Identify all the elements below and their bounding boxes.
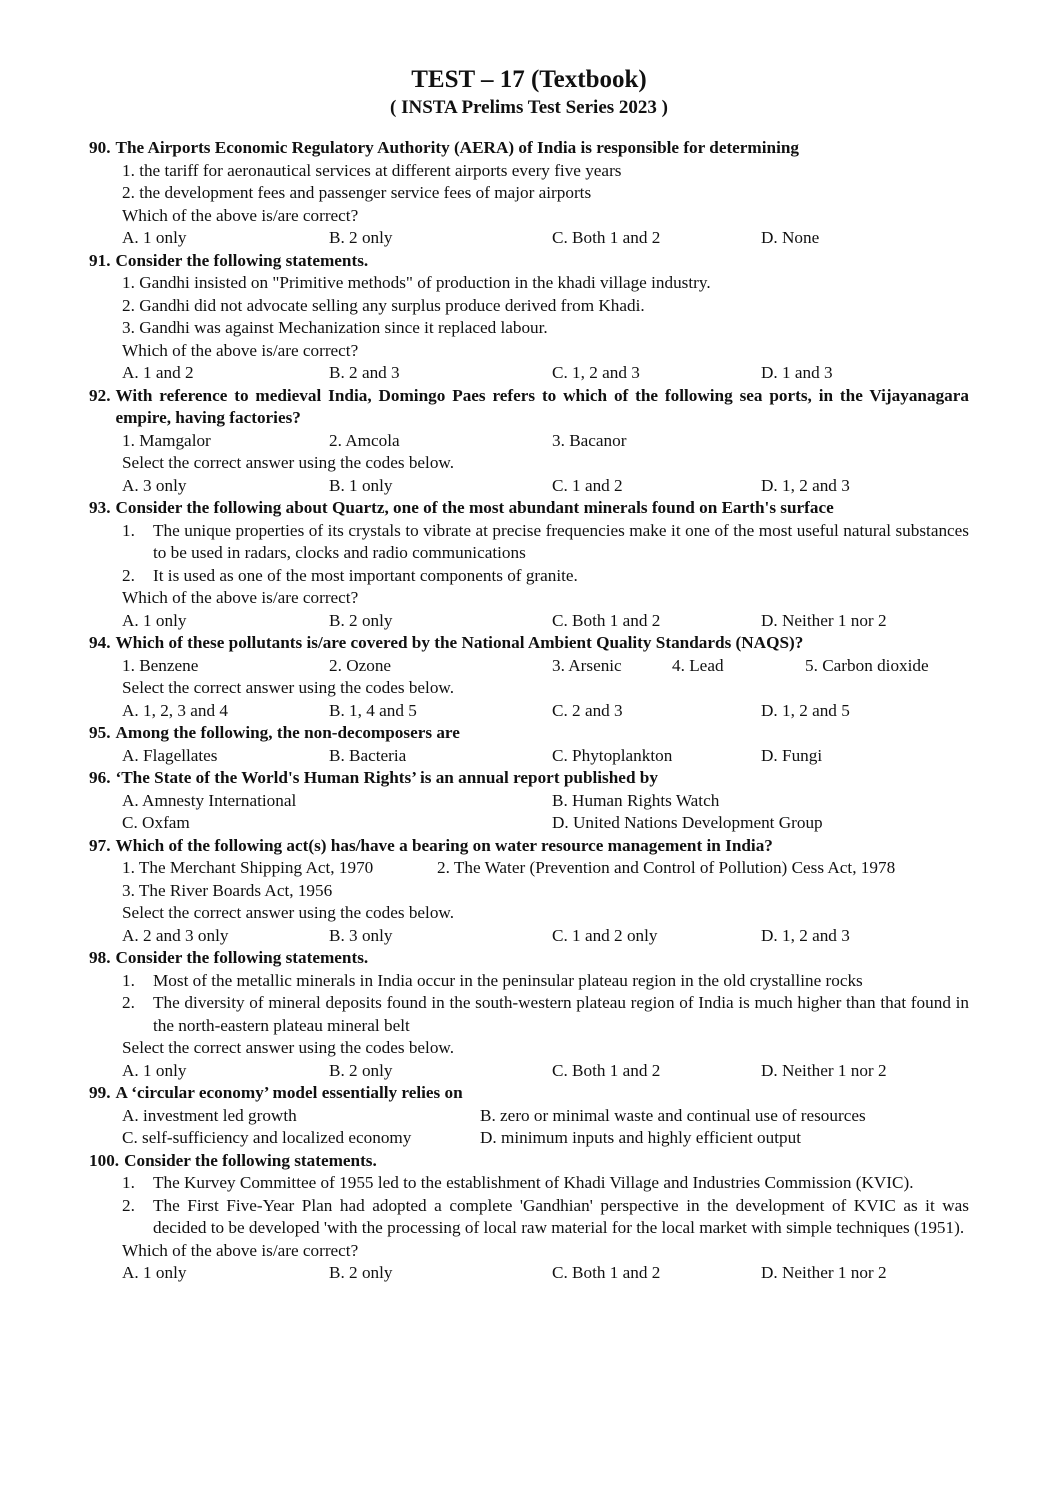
options-row: [89, 1127, 969, 1150]
options-row: [89, 362, 969, 385]
option-b: B. 2 and 3: [329, 363, 400, 382]
option-b: B. 1 only: [329, 475, 393, 495]
option-d: D. 1, 2 and 5: [761, 700, 850, 720]
question-prompt: Select the correct answer using the codes below.: [122, 903, 455, 922]
question-list: [89, 137, 969, 1285]
option-a: A. 1 only: [122, 610, 187, 630]
option-c: C. Both 1 and 2: [552, 228, 661, 247]
question-92: [89, 385, 969, 498]
item-3: 3. The River Boards Act, 1956: [122, 880, 333, 900]
item-4: 4. Lead: [672, 655, 724, 675]
question-98: [89, 947, 969, 1082]
statement-1: [89, 520, 969, 565]
item-5: 5. Carbon dioxide: [805, 655, 929, 675]
question-prompt: Select the correct answer using the codes below.: [122, 453, 455, 472]
item-1: 1. The Merchant Shipping Act, 1970: [122, 858, 374, 877]
question-text: The Airports Economic Regulatory Authority (AERA) of India is responsible for determining: [115, 138, 800, 157]
item-2: 2. Ozone: [329, 655, 392, 675]
question-99: [89, 1082, 969, 1150]
option-d: D. minimum inputs and highly efficient output: [480, 1128, 801, 1147]
question-number: 91.: [89, 250, 111, 270]
statement-number: 1.: [122, 970, 135, 990]
options-row: [89, 812, 969, 835]
question-94: [89, 632, 969, 722]
option-c: C. self-sufficiency and localized economy: [122, 1128, 412, 1147]
option-c: C. Oxfam: [122, 813, 190, 832]
question-prompt: Select the correct answer using the codes below.: [122, 1038, 455, 1057]
option-d: D. 1 and 3: [761, 363, 833, 382]
option-d: D. 1, 2 and 3: [761, 925, 850, 945]
option-c: C. 1, 2 and 3: [552, 363, 640, 382]
option-a: A. 1 only: [122, 1060, 187, 1080]
question-number: 93.: [89, 498, 111, 517]
option-b: B. 2 only: [329, 1263, 393, 1282]
statement-number: 1.: [122, 1173, 135, 1192]
option-c: C. 1 and 2 only: [552, 925, 658, 945]
question-90: [89, 137, 969, 250]
question-prompt: Which of the above is/are correct?: [122, 1240, 359, 1260]
options-row: [89, 790, 969, 813]
option-d: D. Neither 1 nor 2: [761, 1263, 887, 1282]
option-b: B. Bacteria: [329, 745, 407, 765]
option-a: A. 1 only: [122, 228, 187, 247]
question-number: 92.: [89, 385, 111, 405]
statement-text: The Kurvey Committee of 1955 led to the establishment of Khadi Village and Industries Commission (KVIC).: [153, 1173, 914, 1192]
page-title: TEST – 17 (Textbook): [411, 66, 647, 93]
question-96: [89, 767, 969, 835]
question-number: 96.: [89, 768, 111, 787]
option-a: A. 1 only: [122, 1263, 187, 1282]
question-prompt: Select the correct answer using the codes below.: [122, 678, 455, 697]
question-prompt: Which of the above is/are correct?: [122, 205, 359, 225]
question-text: Consider the following statements.: [115, 948, 369, 967]
statement-text: The diversity of mineral deposits found in the south-western plateau region of India is much higher than that found in the north-eastern plateau mineral belt: [153, 993, 969, 1035]
question-number: 90.: [89, 138, 111, 157]
option-d: D. United Nations Development Group: [552, 813, 823, 832]
question-97: [89, 835, 969, 948]
item-1: 1. Benzene: [122, 655, 199, 675]
question-prompt: Which of the above is/are correct?: [122, 588, 359, 607]
statement-number: 2.: [122, 565, 135, 585]
question-text: Consider the following statements.: [115, 250, 369, 270]
option-c: C. 1 and 2: [552, 475, 623, 495]
option-a: A. Amnesty International: [122, 790, 297, 810]
question-91: [89, 250, 969, 385]
question-prompt: Which of the above is/are correct?: [122, 340, 359, 360]
option-d: D. Neither 1 nor 2: [761, 610, 887, 630]
statement-number: 1.: [122, 520, 135, 540]
statement-text: The First Five-Year Plan had adopted a complete 'Gandhian' perspective in the development of KVIC as it was decided to be developed 'with the processing of local raw material for the local market with simple techniques (1951).: [153, 1195, 969, 1237]
question-93: [89, 497, 969, 632]
options-row: [89, 925, 969, 948]
item-3: 3. Arsenic: [552, 655, 622, 675]
statement-2: 2. the development fees and passenger service fees of major airports: [122, 183, 592, 202]
options-row: [89, 475, 969, 498]
option-a: A. 2 and 3 only: [122, 925, 229, 945]
statement-text: It is used as one of the most important components of granite.: [153, 565, 578, 585]
option-d: D. Neither 1 nor 2: [761, 1060, 887, 1080]
option-b: B. 2 only: [329, 1060, 393, 1080]
statement-text: The unique properties of its crystals to vibrate at precise frequencies make it one of the most useful natural substances to be used in radars, clocks and radio communications: [153, 520, 969, 562]
option-a: A. 3 only: [122, 475, 187, 495]
items-row: [89, 857, 969, 880]
option-c: C. Phytoplankton: [552, 745, 673, 765]
option-b: B. Human Rights Watch: [552, 790, 720, 810]
statement-1: [89, 970, 969, 993]
options-row: [89, 227, 969, 250]
question-number: 100.: [89, 1150, 120, 1170]
options-row: [89, 745, 969, 768]
question-number: 97.: [89, 835, 111, 855]
option-a: A. investment led growth: [122, 1105, 297, 1125]
option-c: C. Both 1 and 2: [552, 1263, 661, 1282]
option-b: B. zero or minimal waste and continual use of resources: [480, 1105, 866, 1125]
statement-text: Most of the metallic minerals in India occur in the peninsular plateau region in the old crystalline rocks: [153, 970, 863, 990]
question-number: 99.: [89, 1083, 111, 1102]
option-b: B. 3 only: [329, 925, 393, 945]
question-text: A ‘circular economy’ model essentially relies on: [115, 1083, 463, 1102]
options-row: [89, 1060, 969, 1083]
statement-2: 2. Gandhi did not advocate selling any surplus produce derived from Khadi.: [122, 295, 645, 315]
statement-2: [89, 1195, 969, 1240]
question-number: 94.: [89, 633, 111, 652]
option-b: B. 2 only: [329, 610, 393, 630]
question-text: ‘The State of the World's Human Rights’ is an annual report published by: [115, 768, 658, 787]
option-c: C. Both 1 and 2: [552, 1060, 661, 1080]
statement-1: 1. the tariff for aeronautical services at different airports every five years: [122, 160, 622, 180]
option-a: A. 1 and 2: [122, 363, 194, 382]
statement-number: 2.: [122, 1195, 135, 1215]
statement-2: [89, 565, 969, 588]
question-text: Which of these pollutants is/are covered by the National Ambient Quality Standards (NAQS)?: [115, 633, 804, 652]
option-a: A. 1, 2, 3 and 4: [122, 700, 228, 720]
question-text: Consider the following statements.: [124, 1150, 377, 1170]
question-100: [89, 1150, 969, 1285]
item-2: 2. Amcola: [329, 430, 400, 450]
items-row: [89, 430, 969, 453]
option-c: C. 2 and 3: [552, 700, 623, 720]
question-number: 95.: [89, 723, 111, 742]
options-row: [89, 610, 969, 633]
item-2: 2. The Water (Prevention and Control of Pollution) Cess Act, 1978: [437, 858, 896, 877]
question-text: Among the following, the non-decomposers are: [115, 723, 460, 742]
statement-2: [89, 992, 969, 1037]
page-subtitle: ( INSTA Prelims Test Series 2023 ): [390, 97, 668, 118]
options-row: [89, 1262, 969, 1285]
option-d: D. Fungi: [761, 745, 823, 765]
question-text: Consider the following about Quartz, one of the most abundant minerals found on Earth's surface: [115, 498, 834, 517]
statement-3: 3. Gandhi was against Mechanization since it replaced labour.: [122, 318, 548, 337]
item-3: 3. Bacanor: [552, 430, 627, 450]
option-d: D. 1, 2 and 3: [761, 475, 850, 495]
option-a: A. Flagellates: [122, 745, 218, 765]
statement-number: 2.: [122, 993, 135, 1012]
option-d: D. None: [761, 228, 820, 247]
item-1: 1. Mamgalor: [122, 430, 211, 450]
statement-1: 1. Gandhi insisted on "Primitive methods" of production in the khadi village industry.: [122, 273, 711, 292]
statement-1: [89, 1172, 969, 1195]
option-c: C. Both 1 and 2: [552, 610, 661, 630]
question-95: [89, 722, 969, 767]
options-row: [89, 700, 969, 723]
question-text: With reference to medieval India, Domingo Paes refers to which of the following sea ports, in the Vijayanagara empire, having factories?: [115, 385, 969, 427]
option-b: B. 1, 4 and 5: [329, 700, 417, 720]
question-number: 98.: [89, 948, 111, 967]
options-row: [89, 1105, 969, 1128]
items-row: [89, 655, 969, 678]
option-b: B. 2 only: [329, 228, 393, 247]
question-text: Which of the following act(s) has/have a bearing on water resource management in India?: [115, 835, 773, 855]
